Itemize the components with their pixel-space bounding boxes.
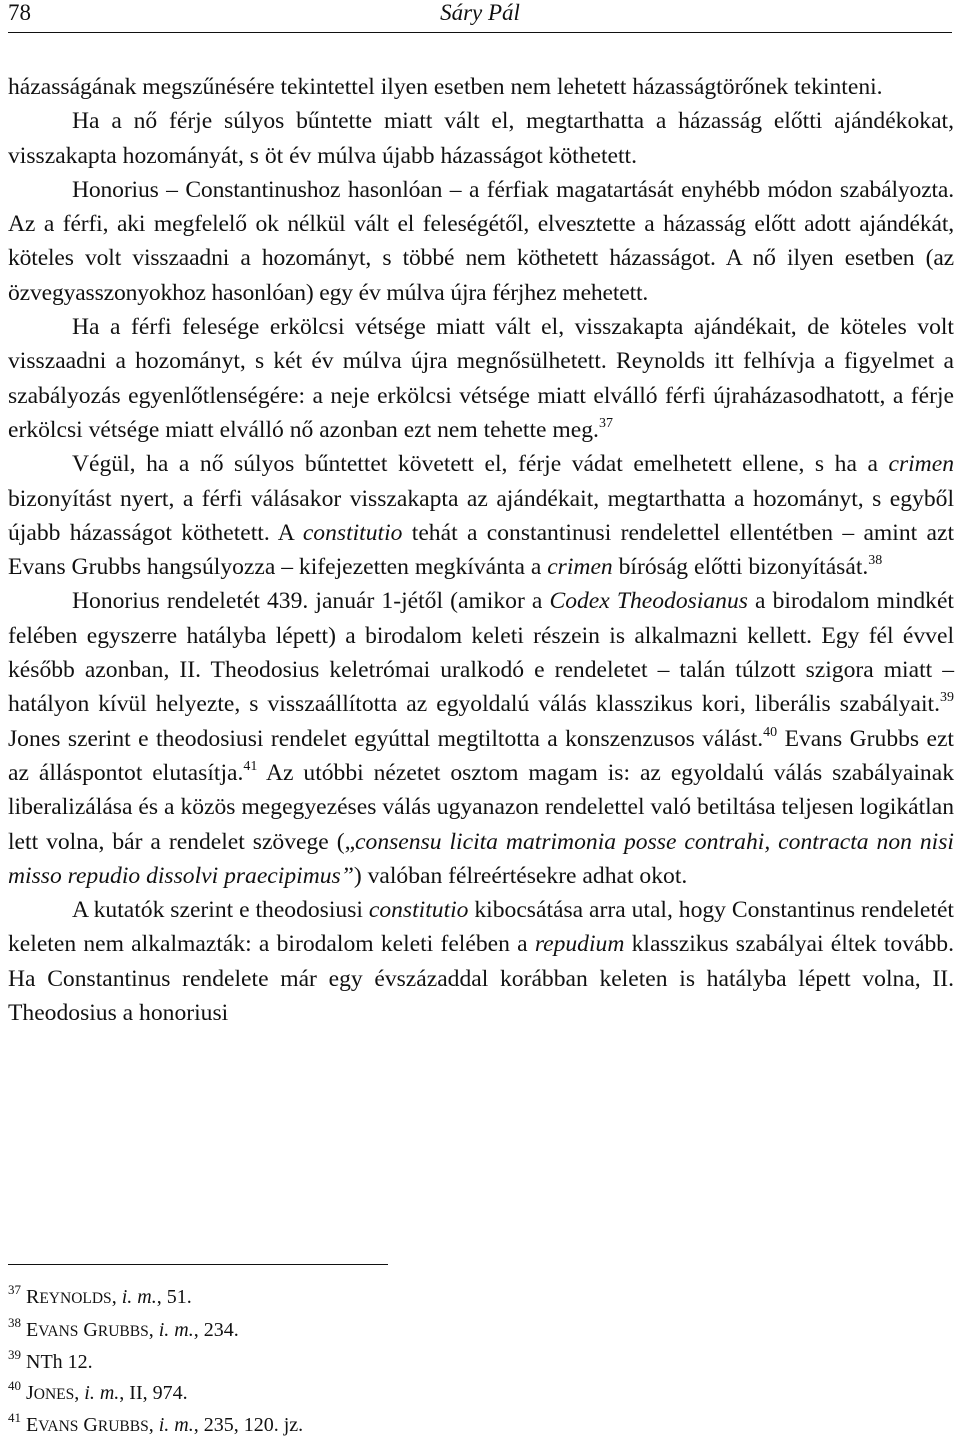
footnote-ref-abbrev: i. m. bbox=[158, 1414, 194, 1436]
footnote-divider bbox=[8, 1264, 388, 1265]
footnote-number: 39 bbox=[8, 1347, 21, 1362]
footnote-ref: 39 bbox=[940, 690, 954, 706]
footnote-number: 37 bbox=[8, 1282, 21, 1297]
text-run: tehát a constantinusi rendelettel ellentétben – amint azt Evans Grubbs hangsúlyozza – kifejezetten megkívánta a bbox=[8, 519, 954, 581]
italic-term: repudium bbox=[534, 931, 625, 958]
text-run: Jones szerint e theodosiusi rendelet egyúttal megtiltotta a konszenzusos válást. bbox=[8, 725, 764, 752]
footnote-ref-abbrev: i. m. bbox=[158, 1318, 194, 1341]
footnote-ref-abbrev: i. m. bbox=[84, 1381, 120, 1404]
footnote-pages: , 234. bbox=[193, 1318, 239, 1341]
footnote: $^{37}$ REYNOLDS, i. m., 51. bbox=[8, 1282, 192, 1308]
footnote-author: JONES bbox=[26, 1381, 75, 1404]
paragraph bbox=[8, 310, 954, 447]
footnote-pages: , II, 974. bbox=[119, 1381, 188, 1404]
paragraph bbox=[8, 173, 954, 310]
footnote-ref: 38 bbox=[868, 553, 883, 569]
footnote-pages: , 235, 120. jz. bbox=[193, 1414, 304, 1436]
footnotes bbox=[8, 1282, 908, 1443]
italic-term: constitutio bbox=[368, 897, 469, 924]
text-run: a birodalom mindkét felében egyszerre hatályba lépett) a birodalom keleti részein is alkalmazni kellett. Egy fél évvel később azonban, II. Theodosius keletrómai uralkodó e rendeletet – talán túlzott szigora miatt – hatályon kívül helyezte, s visszaállította az egyoldalú válás klasszikus kori, liberális szabályait. bbox=[8, 588, 954, 718]
page-header bbox=[8, 0, 952, 33]
footnote-author: REYNOLDS bbox=[26, 1286, 112, 1308]
footnote-number: 38 bbox=[8, 1314, 21, 1330]
paragraph bbox=[8, 447, 954, 584]
footnote-number: 40 bbox=[8, 1377, 21, 1393]
text-run: Végül, ha a nő súlyos bűntettet követett el, férje vádat emelhetett ellene, s ha a bbox=[72, 451, 889, 478]
footnote bbox=[8, 1347, 908, 1378]
running-head-author: Sáry Pál bbox=[440, 0, 520, 25]
text-run: bizonyítást nyert, a férfi válásakor visszakapta az ajándékait, megtarthatta a hozományt, s egyből újabb házasságot köthetett. A bbox=[8, 485, 954, 546]
text-run: Honorius – Constantinushoz hasonlóan – a férfiak magatartását enyhébb módon szabályozta. Az a férfi, aki megfelelő ok nélkül vált el feleségétől, elvesztette a házasság előtt adott ajándékát, köteles volt visszaadni a hozományt, s többé nem köthetett házasságot. A nő ilyen esetben (az özvegyasszonyokhoz hasonlóan) egy év múlva újra férjhez mehetett. bbox=[8, 176, 954, 306]
footnote-ref-abbrev: i. m. bbox=[121, 1286, 157, 1308]
paragraph bbox=[8, 70, 954, 104]
footnote: $^{41}$ EVANS GRUBBS, i. m., 235, 120. jz. bbox=[8, 1410, 304, 1436]
italic-term: Codex Theodosianus bbox=[549, 588, 748, 615]
paragraph bbox=[8, 893, 954, 1030]
page-number: 78 bbox=[8, 0, 31, 25]
paragraph bbox=[8, 104, 954, 173]
text-run: ) valóban félreértésekre adhat okot. bbox=[353, 862, 688, 889]
footnote-text: NTh 12. bbox=[26, 1351, 93, 1373]
text-run: kibocsátása arra utal, hogy Constantinus rendeletét keleten nem alkalmazták: a birodalom keleti felében a bbox=[8, 897, 954, 958]
text-run: A kutatók szerint e theodosiusi bbox=[72, 897, 369, 924]
footnote-ref: 40 bbox=[763, 724, 778, 740]
body-text bbox=[8, 70, 954, 1030]
text-run: Ha a nő férje súlyos bűntette miatt vált el, megtarthatta a házasság előtti ajándékokat, visszakapta hozományát, s öt év múlva újabb házasságot köthetett. bbox=[8, 108, 954, 169]
footnote-ref: 41 bbox=[243, 758, 258, 774]
footnote-pages: , 51. bbox=[156, 1286, 192, 1308]
italic-term: consensu licita matrimonia posse contrahi, contracta non nisi misso repudio dissolvi praecipimus” bbox=[8, 828, 954, 889]
text-run: Honorius rendeletét 439. január 1-jétől (amikor a bbox=[72, 588, 550, 615]
paragraph bbox=[8, 584, 954, 893]
text-run: Ha a férfi felesége erkölcsi vétsége miatt vált el, visszakapta ajándékait, de köteles volt visszaadni a hozományt, s két év múlva újra megnősülhetett. Reynolds itt felhívja a figyelmet a szabályozás egyenlőtlenségére: a neje erkölcsi vétsége miatt elválló férfi újraházasodhatott, a férje erkölcsi vétsége miatt elválló nő azonban ezt nem tehette meg. bbox=[8, 314, 954, 443]
italic-term: constitutio bbox=[302, 519, 403, 546]
footnote: $^{38}$ EVANS GRUBBS, i. m., 234. bbox=[8, 1314, 239, 1341]
text-run: klasszikus szabályai éltek tovább. Ha Constantinus rendelete már egy évszázaddal korábban keleten is hatályba lépett volna, II. Theodosius a honoriusi bbox=[8, 931, 954, 1027]
text-run: bíróság előtti bizonyítását. bbox=[612, 554, 869, 581]
footnote-number: 41 bbox=[8, 1410, 21, 1425]
footnote: $^{40}$ JONES, i. m., II, 974. bbox=[8, 1377, 188, 1404]
text-run: házasságának megszűnésére tekintettel ilyen esetben nem lehetett házasságtörőnek tekinteni. bbox=[8, 74, 883, 100]
text-run: Evans Grubbs ezt az álláspontot elutasítja. bbox=[8, 725, 954, 786]
footnote-ref: 37 bbox=[598, 415, 613, 431]
italic-term: crimen bbox=[888, 451, 954, 478]
italic-term: crimen bbox=[547, 554, 613, 581]
text-run: Az utóbbi nézetet osztom magam is: az egyoldalú válás szabályainak liberalizálása és a közös megegyezéses válás ugyanazon rendelettel való betiltása teljesen logikátlan lett volna, bár a rendelet szövege („ bbox=[8, 759, 954, 855]
footnote-author: EVANS GRUBBS bbox=[26, 1318, 149, 1341]
footnote-author: EVANS GRUBBS bbox=[26, 1414, 149, 1436]
